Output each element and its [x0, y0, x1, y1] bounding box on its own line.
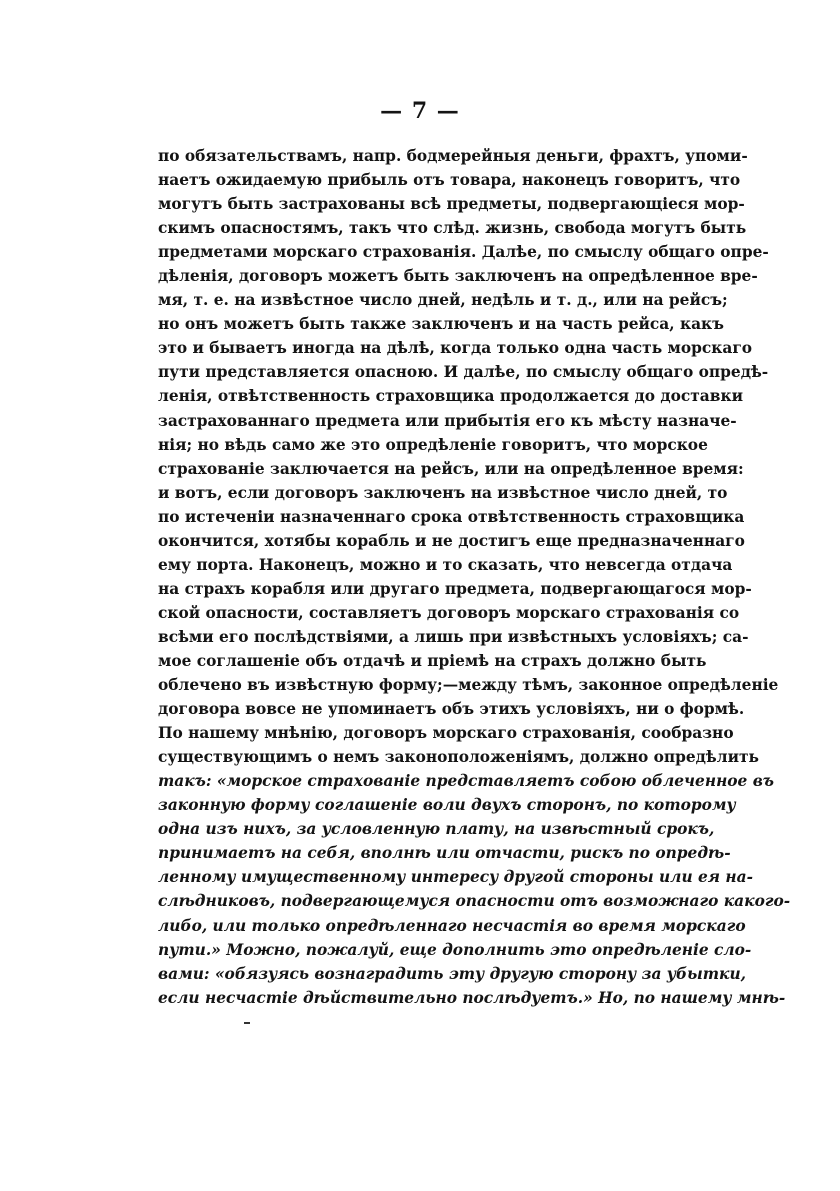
text-line: мя, т. е. на извѣстное число дней, недѣль и т. д., или на рейсъ;	[158, 291, 728, 310]
text-line: застрахованнаго предмета или прибытія его къ мѣсту назначе-	[158, 411, 737, 430]
text-line: на страхъ корабля или другаго предмета, подвергающагося мор-	[158, 579, 752, 598]
text-line: по истеченіи назначеннаго срока отвѣтственность страховщика	[158, 507, 745, 526]
page-number: — 7 —	[380, 98, 460, 124]
text-line: принимаетъ на себя, вполнѣ или отчасти, рискъ по опредѣ-	[158, 844, 731, 863]
text-line: это и бываетъ иногда на дѣлѣ, когда только одна часть морскаго	[158, 339, 753, 358]
text-line: ему порта. Наконецъ, можно и то сказать, что невсегда отдача	[158, 555, 733, 574]
body-text	[158, 144, 791, 1010]
text-line: По нашему мнѣнію, договоръ морскаго страхованія, сообразно	[158, 724, 734, 743]
text-line: всѣми его послѣдствіями, а лишь при извѣстныхъ условіяхъ; са-	[158, 627, 749, 646]
text-line: мое соглашеніе объ отдачѣ и пріемѣ на страхъ должно быть	[158, 651, 707, 670]
text-line: пути представляется опасною. И далѣе, по смыслу общаго опредѣ-	[158, 363, 769, 382]
text-line: но онъ можетъ быть также заключенъ и на часть рейса, какъ	[158, 315, 724, 334]
text-line: ленія, отвѣтственность страховщика продолжается до доставки	[158, 387, 744, 406]
text-line: облечено въ извѣстную форму;—между тѣмъ, законное опредѣленіе	[158, 676, 779, 695]
text-line: и вотъ, если договоръ заключенъ на извѣстное число дней, то	[158, 483, 728, 502]
print-mark	[244, 1022, 250, 1024]
text-line: либо, или только опредѣленнаго несчастія во время морскаго	[158, 916, 746, 935]
text-line: законную форму соглашеніе воли двухъ сторонъ, по которому	[158, 796, 736, 815]
text-line: наетъ ожидаемую прибыль отъ товара, наконецъ говоритъ, что	[158, 171, 741, 190]
text-line: страхованіе заключается на рейсъ, или на опредѣленное время:	[158, 459, 744, 478]
text-line: предметами морскаго страхованія. Далѣе, по смыслу общаго опре-	[158, 243, 769, 262]
text-line: договора вовсе не упоминаетъ объ этихъ условіяхъ, ни о формѣ.	[158, 700, 745, 719]
text-line: ленному имущественному интересу другой стороны или ея на-	[158, 868, 753, 887]
text-line: дѣленія, договоръ можетъ быть заключенъ на опредѣленное вре-	[158, 267, 758, 286]
text-line: ской опасности, составляетъ договоръ морскаго страхованія со	[158, 603, 740, 622]
text-line: слѣдниковъ, подвергающемуся опасности отъ возможнаго какого-	[158, 892, 791, 911]
text-line: по обязательствамъ, напр. бодмерейныя деньги, фрахтъ, упоми-	[158, 147, 748, 165]
text-line: окончится, хотябы корабль и не достигъ еще предназначеннаго	[158, 531, 745, 550]
text-line: такъ: «морское страхованіе представляетъ собою облеченное въ	[158, 772, 775, 791]
text-line: если несчастіе дѣйствительно послѣдуетъ.» Но, по нашему мнѣ-	[158, 988, 786, 1007]
text-line: одна изъ нихъ, за условленную плату, на извѣстный срокъ,	[158, 820, 715, 839]
text-line: существующимъ о немъ законоположеніямъ, должно опредѣлить	[158, 748, 759, 767]
text-line: скимъ опасностямъ, такъ что слѣд. жизнь, свобода могутъ быть	[158, 219, 747, 238]
text-line: вами: «обязуясь вознаградить эту другую сторону за убытки,	[158, 964, 747, 983]
text-line: пути.» Можно, пожалуй, еще дополнить это опредѣленіе сло-	[158, 940, 752, 959]
text-line: могутъ быть застрахованы всѣ предметы, подвергающіеся мор-	[158, 195, 745, 214]
text-line: нія; но вѣдь само же это опредѣленіе говоритъ, что морское	[158, 435, 708, 454]
